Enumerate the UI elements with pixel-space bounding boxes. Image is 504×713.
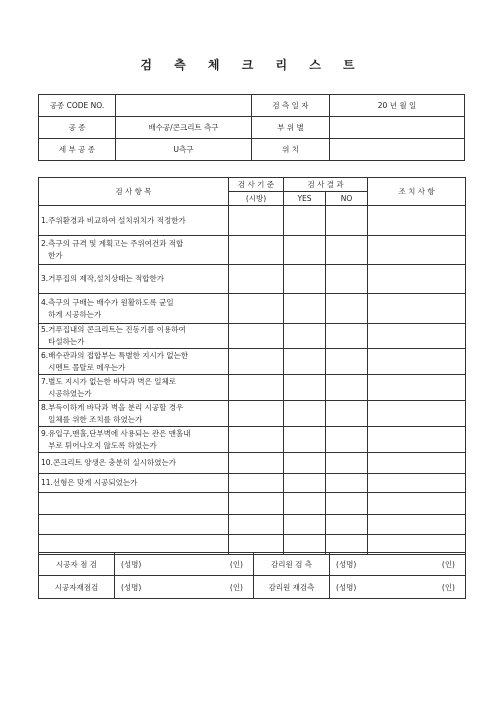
checklist-row [39, 474, 466, 493]
header-action: 조 치 사 항 [368, 178, 466, 206]
check-item-text: 9.유입구,맨홀,단부벽에 사용되는 관은 맨홀내 부로 튀어나오지 않도록 하였는가 [39, 427, 229, 453]
no-cell[interactable] [326, 324, 368, 349]
check-item-text: 4.측구의 구배는 배수가 원활하도록 균일 하게 시공하는가 [39, 294, 229, 324]
info-table [38, 94, 465, 161]
check-item-text: 7.별도 지시가 없는한 바닥과 벽은 일체로 시공하였는가 [39, 375, 229, 401]
header-standard-sub: (시방) [229, 192, 284, 206]
name-label: (성명) [121, 582, 142, 592]
action-cell[interactable] [368, 206, 466, 236]
standard-cell[interactable] [229, 401, 284, 427]
standard-cell[interactable] [229, 493, 284, 515]
signoff-row-2 [39, 576, 466, 599]
checklist-header-row-1 [39, 178, 466, 192]
action-cell[interactable] [368, 427, 466, 453]
yes-cell[interactable] [284, 474, 326, 493]
standard-cell[interactable] [229, 265, 284, 294]
work-value[interactable]: 배수공/콘크리트 측구 [116, 117, 252, 139]
check-item-text: 11.선형은 맞게 시공되었는가 [39, 474, 229, 493]
yes-cell[interactable] [284, 294, 326, 324]
standard-cell[interactable] [229, 324, 284, 349]
seal-label: (인) [229, 582, 243, 592]
action-cell[interactable] [368, 324, 466, 349]
yes-cell[interactable] [284, 265, 326, 294]
checklist-row [39, 294, 466, 324]
date-value-field[interactable]: 20 년 월 일 [330, 95, 465, 117]
checklist-row [39, 349, 466, 375]
standard-cell[interactable] [229, 515, 284, 535]
action-cell[interactable] [368, 375, 466, 401]
check-item-text: 10.콘크리트 양생은 충분히 실시하였는가 [39, 453, 229, 474]
check-item-text: 1.주위환경과 비교하여 설치위치가 적정한가 [39, 206, 229, 236]
no-cell[interactable] [326, 515, 368, 535]
action-cell[interactable] [368, 474, 466, 493]
check-item-text: 6.배수관과의 접합부는 특별한 지시가 없는한 시멘트 몰탈로 메우는가 [39, 349, 229, 375]
header-no: NO [326, 192, 368, 206]
checklist-table [38, 177, 466, 555]
page-title: 검 측 체 크 리 스 트 [140, 58, 364, 72]
code-label: 공종 CODE NO. [39, 95, 116, 117]
checklist-row [39, 236, 466, 265]
work-label: 공 종 [39, 117, 116, 139]
check-item-text: 3.거푸집의 제작,설치상태는 적합한가 [39, 265, 229, 294]
supervisor-reinspection-label: 감리원 재검측 [254, 576, 330, 599]
standard-cell[interactable] [229, 474, 284, 493]
checklist-row [39, 515, 466, 535]
supervisor-inspection-label: 감리원 검 측 [254, 553, 330, 576]
action-cell[interactable] [368, 349, 466, 375]
seal-label: (인) [441, 559, 455, 569]
signoff-table [38, 552, 466, 599]
standard-cell[interactable] [229, 206, 284, 236]
code-value-field[interactable] [116, 95, 252, 117]
contractor-material-check-signature[interactable] [115, 576, 254, 599]
no-cell[interactable] [326, 474, 368, 493]
check-item-text: 8.부득이하게 바닥과 벽을 분리 시공할 경우 일체를 위한 조치를 하였는가 [39, 401, 229, 427]
standard-cell[interactable] [229, 294, 284, 324]
checklist-row [39, 453, 466, 474]
name-label: (성명) [336, 582, 357, 592]
no-cell[interactable] [326, 493, 368, 515]
checklist-row [39, 427, 466, 453]
no-cell[interactable] [326, 349, 368, 375]
yes-cell[interactable] [284, 515, 326, 535]
check-item-text [39, 493, 229, 515]
detail-value[interactable]: U측구 [116, 139, 252, 161]
no-cell[interactable] [326, 375, 368, 401]
supervisor-inspection-signature[interactable] [330, 553, 466, 576]
check-item-text: 5.거푸집내의 콘크리트는 진동기를 이용하여 타설하는가 [39, 324, 229, 349]
yes-cell[interactable] [284, 375, 326, 401]
name-label: (성명) [121, 559, 142, 569]
no-cell[interactable] [326, 236, 368, 265]
no-cell[interactable] [326, 206, 368, 236]
no-cell[interactable] [326, 453, 368, 474]
info-row-work [39, 117, 465, 139]
checklist-row [39, 206, 466, 236]
contractor-check-label: 시공자 점 검 [39, 553, 115, 576]
standard-cell[interactable] [229, 349, 284, 375]
standard-cell[interactable] [229, 427, 284, 453]
location-label: 위 치 [252, 139, 330, 161]
no-cell[interactable] [326, 265, 368, 294]
header-standard: 검 사 기 준 [229, 178, 284, 192]
header-yes: YES [284, 192, 326, 206]
check-item-text [39, 515, 229, 535]
action-cell[interactable] [368, 236, 466, 265]
contractor-check-signature[interactable] [115, 553, 254, 576]
yes-cell[interactable] [284, 206, 326, 236]
yes-cell[interactable] [284, 236, 326, 265]
yes-cell[interactable] [284, 401, 326, 427]
yes-cell[interactable] [284, 453, 326, 474]
checklist-row [39, 324, 466, 349]
action-cell[interactable] [368, 515, 466, 535]
part-label: 부 위 별 [252, 117, 330, 139]
action-cell[interactable] [368, 265, 466, 294]
name-label: (성명) [336, 559, 357, 569]
supervisor-reinspection-signature[interactable] [330, 576, 466, 599]
yes-cell[interactable] [284, 324, 326, 349]
header-item: 검 사 항 목 [39, 178, 229, 206]
part-value-field[interactable] [330, 117, 465, 139]
detail-label: 세 부 공 종 [39, 139, 116, 161]
signoff-row-1 [39, 553, 466, 576]
yes-cell[interactable] [284, 427, 326, 453]
check-item-text: 2.측구의 규격 및 계획고는 주위여건과 적합 한가 [39, 236, 229, 265]
seal-label: (인) [441, 582, 455, 592]
standard-cell[interactable] [229, 453, 284, 474]
checklist-row [39, 401, 466, 427]
yes-cell[interactable] [284, 349, 326, 375]
header-result: 검 사 결 과 [284, 178, 368, 192]
date-label: 검 측 일 자 [252, 95, 330, 117]
action-cell[interactable] [368, 401, 466, 427]
info-row-code [39, 95, 465, 117]
standard-cell[interactable] [229, 375, 284, 401]
no-cell[interactable] [326, 427, 368, 453]
standard-cell[interactable] [229, 236, 284, 265]
yes-cell[interactable] [284, 493, 326, 515]
checklist-row [39, 265, 466, 294]
action-cell[interactable] [368, 453, 466, 474]
action-cell[interactable] [368, 493, 466, 515]
location-value-field[interactable] [330, 139, 465, 161]
action-cell[interactable] [368, 294, 466, 324]
contractor-material-check-label: 시공자재점검 [39, 576, 115, 599]
no-cell[interactable] [326, 401, 368, 427]
checklist-row [39, 375, 466, 401]
checklist-row [39, 493, 466, 515]
seal-label: (인) [229, 559, 243, 569]
no-cell[interactable] [326, 294, 368, 324]
info-row-detail [39, 139, 465, 161]
